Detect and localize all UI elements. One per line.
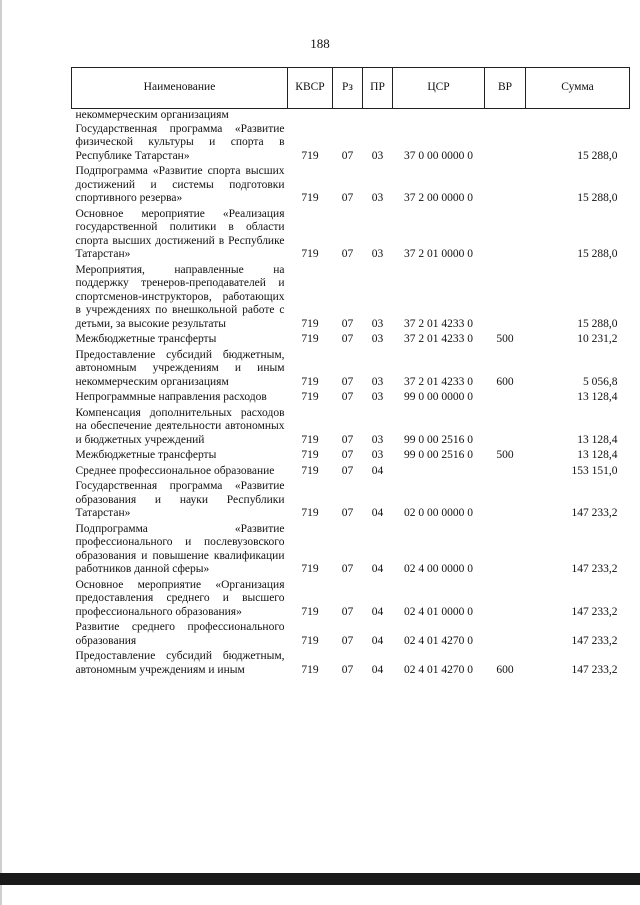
row-name: Основное мероприятие «Организация предоставления среднего и высшего профессионального образования»	[75, 578, 285, 618]
row-name: Предоставление субсидий бюджетным, автономным учреждениям и иным некоммерческим организациям	[75, 348, 285, 388]
row-vr	[485, 579, 526, 622]
row-name: Среднее профессиональное образование	[75, 464, 275, 477]
row-pr: 03	[371, 317, 384, 330]
row-pr: 03	[371, 149, 384, 162]
row-name: Подпрограмма «Развитие профессионального и послевузовского образования и повышение квалификации работников данной сферы»	[75, 522, 285, 575]
row-sum: 15 288,0	[577, 192, 618, 204]
row-sum: 153 151,0	[571, 464, 618, 477]
scan-left-edge	[0, 0, 2, 905]
row-kvsr: 719	[301, 375, 319, 388]
table-header-row	[72, 68, 630, 109]
row-csr	[393, 109, 485, 123]
table-row	[72, 480, 630, 523]
row-pr: 03	[371, 192, 384, 204]
row-pr: 03	[371, 449, 384, 461]
row-rz: 07	[341, 433, 354, 446]
row-kvsr: 719	[301, 317, 319, 330]
row-vr	[485, 523, 526, 579]
row-csr: 02 4 01 0000 0	[404, 605, 473, 618]
table-row	[72, 123, 630, 166]
scan-bottom-band	[0, 873, 640, 885]
row-vr	[485, 208, 526, 264]
row-vr: 500	[496, 449, 514, 461]
header-sum: Сумма	[526, 68, 630, 109]
row-csr: 37 2 00 0000 0	[404, 192, 473, 204]
row-name: Государственная программа «Развитие физической культуры и спорта в Республике Татарстан»	[75, 122, 285, 162]
row-sum: 147 233,2	[571, 507, 618, 519]
table-row	[72, 264, 630, 334]
row-sum: 13 128,4	[577, 391, 618, 403]
row-name: Государственная программа «Развитие образования и науки Республики Татарстан»	[75, 480, 285, 519]
row-vr	[485, 123, 526, 166]
row-csr	[393, 465, 485, 481]
header-pr: ПР	[363, 68, 393, 109]
row-kvsr: 719	[301, 563, 319, 575]
row-csr: 99 0 00 2516 0	[404, 449, 473, 461]
row-kvsr: 719	[301, 391, 319, 403]
row-pr	[363, 109, 393, 123]
row-name: Основное мероприятие «Реализация государственной политики в области спорта высших достижений в Республике Татарстан»	[75, 207, 285, 260]
row-kvsr: 719	[301, 333, 319, 345]
row-kvsr: 719	[301, 192, 319, 204]
row-rz: 07	[341, 333, 354, 345]
row-kvsr: 719	[301, 507, 319, 519]
row-kvsr: 719	[301, 663, 319, 676]
table-row	[72, 165, 630, 208]
row-vr: 600	[496, 663, 514, 676]
row-rz: 07	[341, 634, 354, 647]
row-kvsr: 719	[301, 248, 319, 260]
row-kvsr	[288, 109, 333, 123]
row-pr: 04	[371, 663, 384, 676]
row-vr	[485, 480, 526, 523]
header-name: Наименование	[72, 68, 288, 109]
row-sum: 147 233,2	[571, 663, 618, 676]
row-rz: 07	[341, 317, 354, 330]
row-kvsr: 719	[301, 449, 319, 461]
row-sum: 13 128,4	[577, 433, 618, 446]
row-sum: 147 233,2	[571, 563, 618, 575]
row-pr: 03	[371, 248, 384, 260]
row-pr: 04	[371, 605, 384, 618]
row-vr	[485, 391, 526, 407]
row-name: Межбюджетные трансферты	[75, 449, 217, 461]
row-csr: 02 4 01 4270 0	[404, 634, 473, 647]
row-sum: 5 056,8	[583, 375, 618, 388]
row-rz: 07	[341, 605, 354, 618]
row-kvsr: 719	[301, 149, 319, 162]
row-csr: 37 2 01 4233 0	[404, 317, 473, 330]
row-pr: 03	[371, 375, 384, 388]
row-rz: 07	[341, 391, 354, 403]
table-row	[72, 579, 630, 622]
row-name: Предоставление субсидий бюджетным, автономным учреждениям и иным	[75, 650, 285, 676]
table-row	[72, 349, 630, 392]
header-rz: Рз	[333, 68, 363, 109]
table-row	[72, 465, 630, 481]
row-csr: 37 2 01 0000 0	[404, 248, 473, 260]
row-vr	[485, 109, 526, 123]
row-csr: 02 0 00 0000 0	[404, 507, 473, 519]
row-rz: 07	[341, 464, 354, 477]
row-csr: 99 0 00 0000 0	[404, 391, 473, 403]
budget-table	[71, 67, 630, 679]
row-name: Непрограммные направления расходов	[75, 391, 267, 403]
row-kvsr: 719	[301, 634, 319, 647]
table-row	[72, 621, 630, 650]
table-row	[72, 109, 630, 123]
row-vr: 500	[496, 333, 514, 345]
row-kvsr: 719	[301, 464, 319, 477]
row-name: некоммерческим организациям	[75, 109, 229, 121]
page-number: 188	[310, 36, 330, 51]
row-pr: 04	[371, 507, 384, 519]
row-sum: 15 288,0	[577, 317, 618, 330]
row-rz: 07	[341, 507, 354, 519]
row-rz	[333, 109, 363, 123]
row-rz: 07	[341, 192, 354, 204]
row-pr: 03	[371, 333, 384, 345]
row-vr	[485, 264, 526, 334]
row-sum: 147 233,2	[571, 634, 618, 647]
row-pr: 03	[371, 433, 384, 446]
header-vr: ВР	[485, 68, 526, 109]
row-vr: 600	[496, 375, 514, 388]
row-vr	[485, 621, 526, 650]
row-csr: 99 0 00 2516 0	[404, 433, 473, 446]
table-row	[72, 407, 630, 450]
row-sum	[526, 109, 630, 123]
row-csr: 02 4 00 0000 0	[404, 563, 473, 575]
table-row	[72, 391, 630, 407]
table-row	[72, 650, 630, 679]
row-sum: 10 231,2	[577, 333, 618, 345]
table-row	[72, 449, 630, 465]
row-sum: 15 288,0	[577, 149, 618, 162]
header-csr: ЦСР	[393, 68, 485, 109]
row-vr	[485, 465, 526, 481]
row-rz: 07	[341, 563, 354, 575]
row-pr: 04	[371, 563, 384, 575]
row-rz: 07	[341, 248, 354, 260]
row-sum: 13 128,4	[577, 449, 618, 461]
row-csr: 02 4 01 4270 0	[404, 663, 473, 676]
row-pr: 03	[371, 391, 384, 403]
row-csr: 37 0 00 0000 0	[404, 149, 473, 162]
row-vr	[485, 407, 526, 450]
row-vr	[485, 165, 526, 208]
table-row	[72, 523, 630, 579]
row-rz: 07	[341, 449, 354, 461]
row-kvsr: 719	[301, 433, 319, 446]
row-name: Мероприятия, направленные на поддержку тренеров-преподавателей и спортсменов-инструкторов, работающих в учреждениях по внешкольной работе с детьми, за высокие результаты	[75, 263, 285, 330]
row-pr: 04	[371, 464, 384, 477]
row-name: Межбюджетные трансферты	[75, 333, 217, 345]
row-kvsr: 719	[301, 605, 319, 618]
row-name: Подпрограмма «Развитие спорта высших достижений и системы подготовки спортивного резерва»	[75, 165, 285, 204]
row-csr: 37 2 01 4233 0	[404, 333, 473, 345]
header-kvsr: КВСР	[288, 68, 333, 109]
row-sum: 147 233,2	[571, 605, 618, 618]
row-rz: 07	[341, 149, 354, 162]
row-rz: 07	[341, 663, 354, 676]
row-name: Компенсация дополнительных расходов на обеспечение деятельности автономных и бюджетных учреждений	[75, 406, 285, 446]
row-name: Развитие среднего профессионального образования	[75, 621, 285, 647]
table-row	[72, 333, 630, 349]
row-rz: 07	[341, 375, 354, 388]
row-pr: 04	[371, 634, 384, 647]
table-row	[72, 208, 630, 264]
row-csr: 37 2 01 4233 0	[404, 375, 473, 388]
row-sum: 15 288,0	[577, 248, 618, 260]
